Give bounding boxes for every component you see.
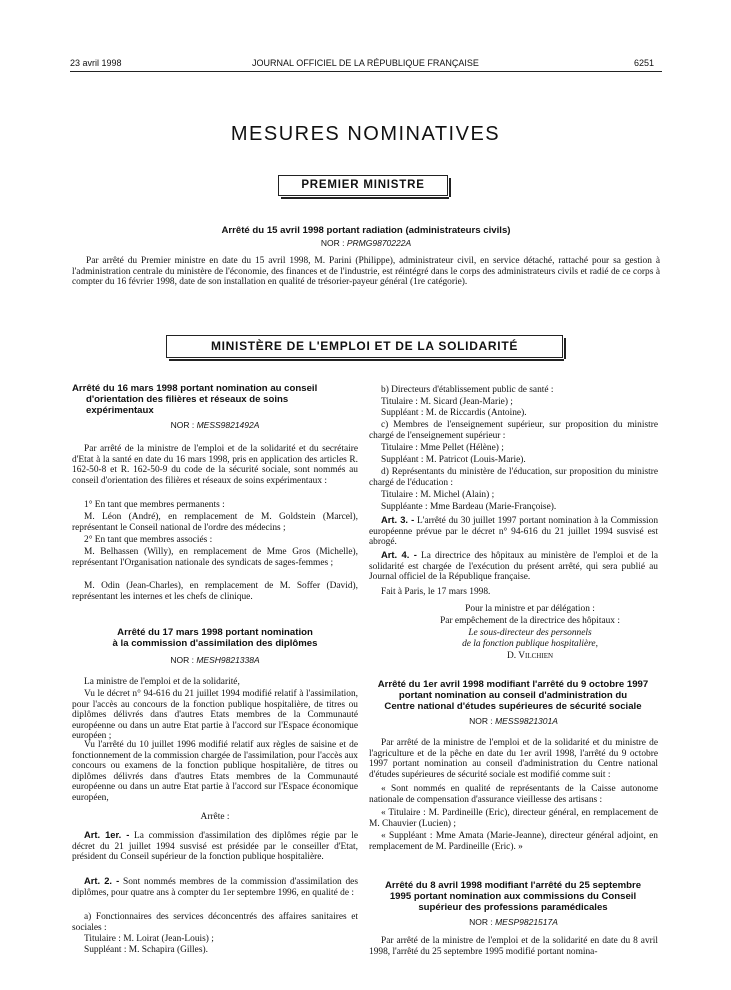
article-3: Art. 3. - L'arrêté du 30 juillet 1997 portant nomination à la Commission européenne prévue par le décret n° 94-616 du 21 juillet 1994 susvisé est abrogé. [369,514,659,548]
nor-paramedical: NOR : MESP9821517A [469,917,558,927]
paragraph: 2° En tant que membres associés : [84,535,213,545]
paragraph: Suppléant : M. Schapira (Gilles). [84,945,208,955]
main-title: MESURES NOMINATIVES [230,123,501,145]
paragraph: M. Belhassen (Willy), en remplacement de Mme Gros (Michelle), représentant l'Organisation nationale des syndicats de sages-femmes ; [72,547,358,568]
section-ministere-emploi: MINISTÈRE DE L'EMPLOI ET DE LA SOLIDARITÉ [166,335,563,358]
article-title-paramedical-l1: Arrêté du 8 avril 1998 modifiant l'arrêté du 25 septembre [384,880,642,891]
article-2: Art. 2. - Sont nommés membres de la commission d'assimilation des diplômes, pour quatre ans à compter du 1er septembre 1996, en qualité de : [72,875,358,898]
nor-conseil-orientation: NOR : MESS9821492A [170,420,260,430]
signature-line: Pour la ministre et par délégation : [465,604,595,614]
paragraph: M. Odin (Jean-Charles), en remplacement de M. Soffer (David), représentant les internes et les chefs de clinique. [72,581,358,602]
article-title-cness-l3: Centre national d'études supérieures de sécurité sociale [384,701,642,712]
article-title-conseil-orientation: Arrêté du 16 mars 1998 portant nomination au conseil d'orientation des filières et réseaux de soins expérimentaux [72,383,318,416]
paragraph: La ministre de l'emploi et de la solidarité, [84,677,240,687]
paragraph: a) Fonctionnaires des services déconcentrés des affaires sanitaires et sociales : [72,912,358,933]
paragraph: Suppléant : M. Patricot (Louis-Marie). [381,455,526,465]
article-title-radiation: Arrêté du 15 avril 1998 portant radiation (administrateurs civils) [221,225,511,236]
paragraph: Titulaire : M. Sicard (Jean-Marie) ; [381,397,513,407]
paragraph: « Titulaire : M. Pardineille (Eric), directeur général, en remplacement de M. Chauvier (Lucien) ; [369,808,658,829]
nor-assimilation: NOR : MESH9821338A [170,655,260,665]
paragraph: 1° En tant que membres permanents : [84,500,225,510]
paragraph: c) Membres de l'enseignement supérieur, sur proposition du ministre chargé de l'enseignement supérieur : [369,420,658,441]
paragraph: Titulaire : M. Michel (Alain) ; [381,490,495,500]
article-title-cness-l2: portant nomination au conseil d'administration du [398,690,628,701]
article-title-paramedical-l2: 1995 portant nomination aux commissions du Conseil [389,891,637,902]
article-title-cness-l1: Arrêté du 1er avril 1998 modifiant l'arrêté du 9 octobre 1997 [377,679,649,690]
signatory-name: D. Vilchien [506,651,554,661]
arrete-label: Arrête : [200,812,230,822]
signature-date: Fait à Paris, le 17 mars 1998. [381,587,491,597]
header-rule [70,71,662,72]
article-1: Art. 1er. - La commission d'assimilation des diplômes régie par le décret du 21 juillet 1994 susvisé est présidée par le conseiller d'Etat, président du Conseil supérieur de la fonction publique hospitalière. [72,829,359,863]
paragraph: « Suppléant : Mme Amata (Marie-Jeanne), directeur général adjoint, en remplacement de M. Pardineille (Eric). » [369,831,658,852]
signature-line: de la fonction publique hospitalière, [462,639,598,649]
paragraph: Vu l'arrêté du 10 juillet 1996 modifié relatif aux règles de saisine et de fonctionnement de la commission chargée de l'assimilation, pour l'accès aux concours ou examens de la fonction publique hospitalière, de titres ou diplômes délivrés dans d'autres Etats membres de la Communauté européenne ou dans un autre Etat partie à l'accord sur l'Espace économique européen, [72,740,358,803]
article-title-paramedical-l3: supérieur des professions paramédicales [418,902,608,913]
signature-line: Le sous-directeur des personnels [468,628,592,638]
section-premier-ministre: PREMIER MINISTRE [278,175,448,196]
article-title-assimilation-l2: à la commission d'assimilation des diplômes [112,638,318,649]
paragraph: Suppléante : Mme Bardeau (Marie-Françoise). [381,502,557,512]
article-title-assimilation-l1: Arrêté du 17 mars 1998 portant nomination [117,627,313,638]
journal-title: JOURNAL OFFICIEL DE LA RÉPUBLIQUE FRANÇAISE [252,58,479,68]
paragraph: « Sont nommés en qualité de représentants de la Caisse autonome nationale de compensation d'assurance vieillesse des artisans : [369,784,658,805]
paragraph: b) Directeurs d'établissement public de santé : [381,385,554,395]
nor-cness: NOR : MESS9821301A [469,716,558,726]
paragraph: Par arrêté de la ministre de l'emploi et de la solidarité et du secrétaire d'Etat à la santé en date du 16 mars 1998, pris en application des articles R. 162-50-8 et R. 162-50-9 du code de la sécurité sociale, sont nommés au conseil d'orientation des filières et réseaux de soins expérimentaux : [72,444,358,486]
nor-radiation: NOR : PRMG9870222A [320,238,412,248]
paragraph: Par arrêté de la ministre de l'emploi et de la solidarité et du ministre de l'agriculture et de la pêche en date du 1er avril 1998, l'arrêté du 9 octobre 1997 portant nomination au conseil d'administration du Centre national d'études supérieures de sécurité sociale est modifié comme suit : [369,738,658,780]
paragraph: Par arrêté de la ministre de l'emploi et de la solidarité en date du 8 avril 1998, l'arrêté du 25 septembre 1995 modifié portant nomina- [369,936,658,957]
page-date: 23 avril 1998 [70,58,122,68]
paragraph: Titulaire : Mme Pellet (Hélène) ; [381,443,504,453]
signature-line: Par empêchement de la directrice des hôpitaux : [440,616,620,626]
paragraph: M. Léon (André), en remplacement de M. Goldstein (Marcel), représentant le Conseil national de l'ordre des médecins ; [72,512,358,533]
paragraph: Suppléant : M. de Riccardis (Antoine). [381,408,527,418]
paragraph: d) Représentants du ministère de l'éducation, sur proposition du ministre chargé de l'éducation : [369,467,658,488]
article-body-radiation: Par arrêté du Premier ministre en date du 15 avril 1998, M. Parini (Philippe), administrateur civil, en service détaché, rattaché pour sa gestion à l'administration centrale du ministère de l'économie, des finances et de l'industrie, est réintégré dans le corps des administrateurs civils et radié de ce corps à compter du 16 février 1998, date de son installation en qualité de trésorier-payeur général (1re catégorie). [72,256,660,288]
paragraph: Titulaire : M. Loirat (Jean-Louis) ; [84,934,214,944]
article-4: Art. 4. - La directrice des hôpitaux au ministère de l'emploi et de la solidarité est chargée de l'exécution du présent arrêté, qui sera publié au Journal officiel de la République française. [369,549,658,583]
page-number: 6251 [634,58,655,68]
paragraph: Vu le décret n° 94-616 du 21 juillet 1994 modifié relatif à l'assimilation, pour l'accès au concours de la fonction publique hospitalière, de titres ou diplômes délivrés dans d'autres Etats membres de la Communauté européenne ou dans un autre Etat partie à l'accord sur l'Espace économique européen ; [72,689,358,742]
